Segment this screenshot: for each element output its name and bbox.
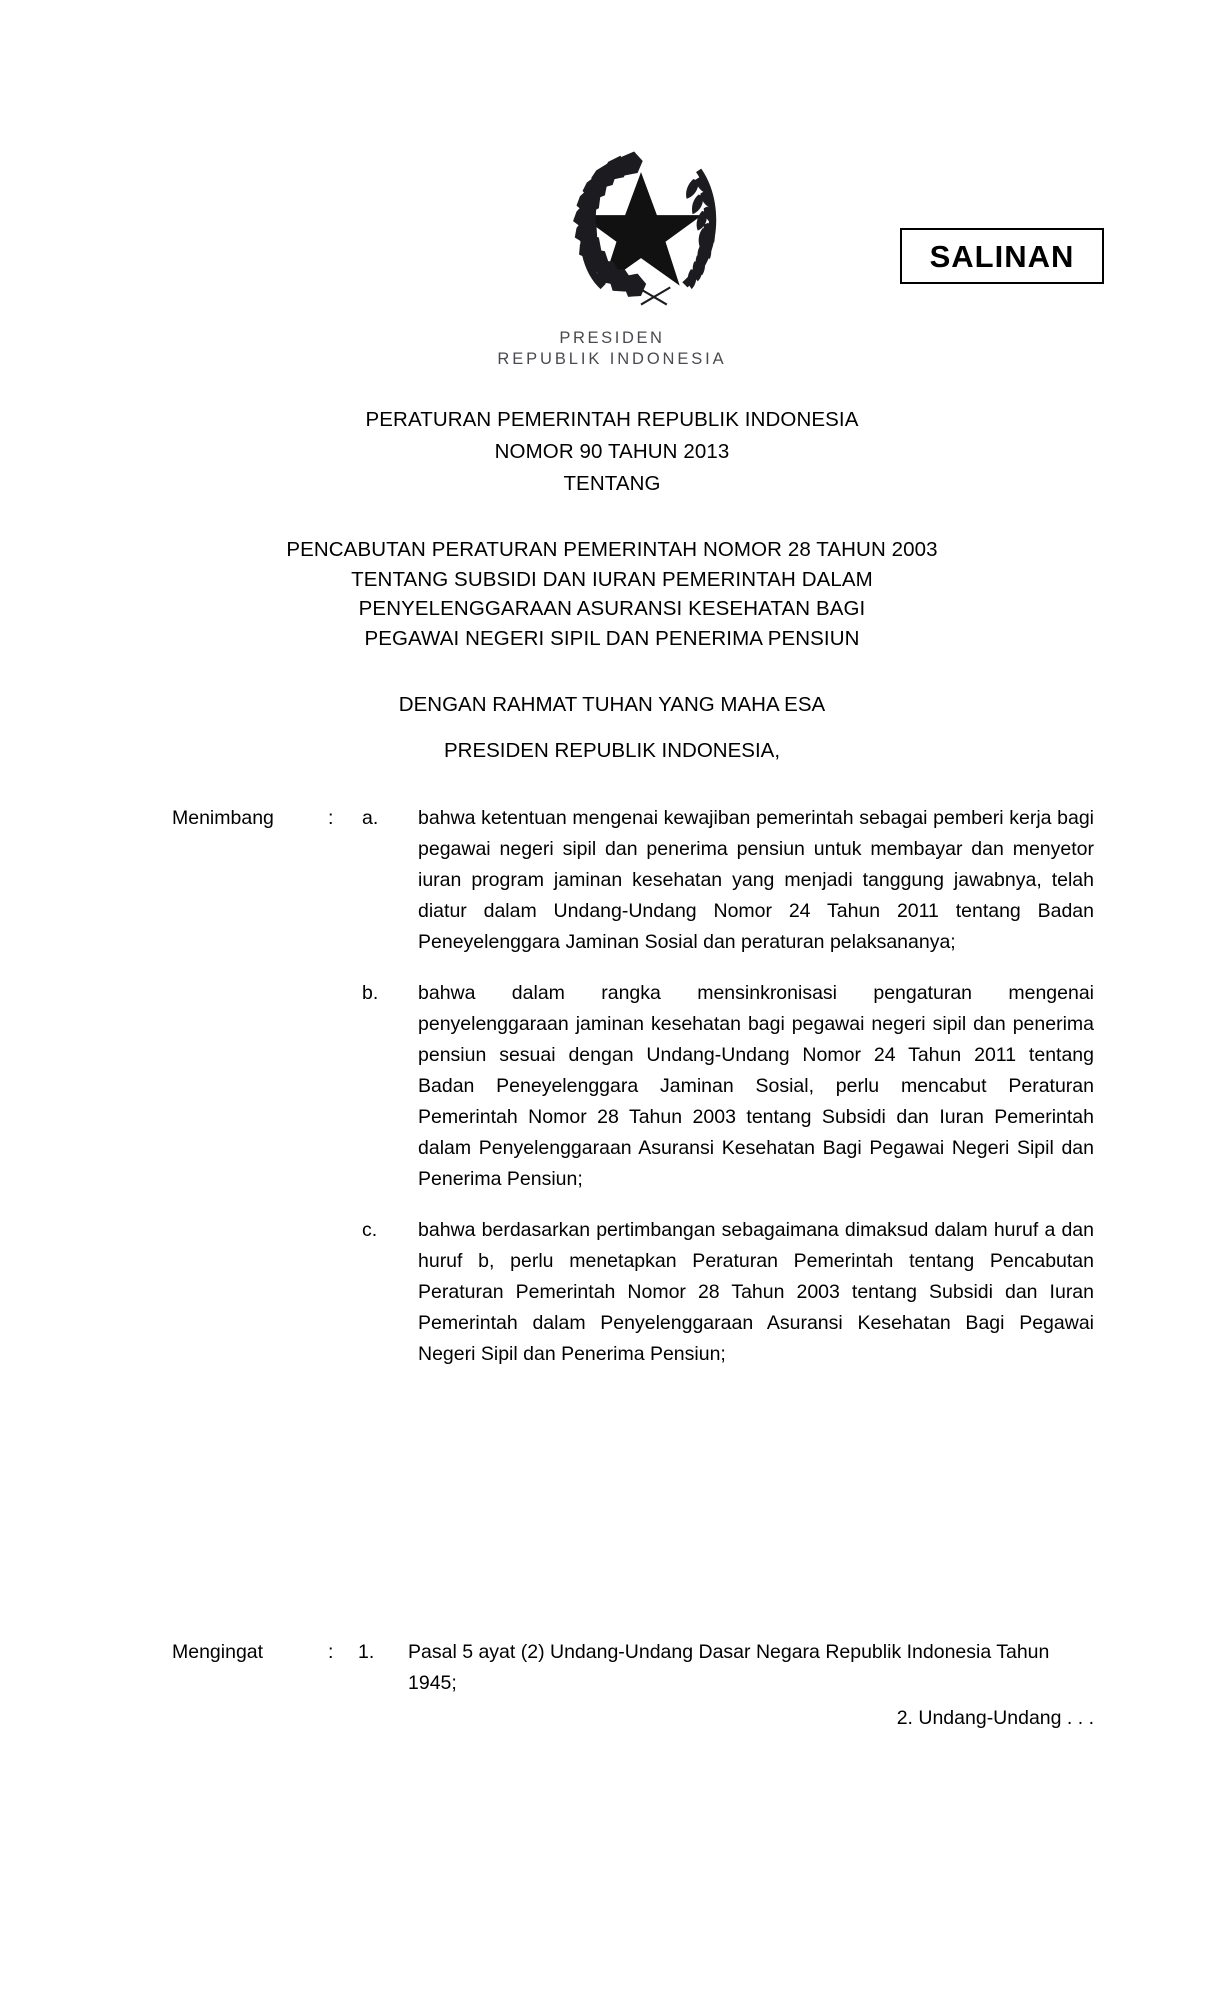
document-subtitle — [0, 535, 1224, 653]
menimbang-item-b — [0, 978, 1224, 1195]
document-title — [0, 404, 1224, 500]
mengingat-text-1: Pasal 5 ayat (2) Undang-Undang Dasar Negara Republik Indonesia Tahun 1945; — [408, 1641, 1050, 1694]
letterhead-caption — [0, 328, 1224, 370]
subtitle-line-2: TENTANG SUBSIDI DAN IURAN PEMERINTAH DALAM — [351, 567, 873, 591]
menimbang-text-a: bahwa ketentuan mengenai kewajiban pemerintah sebagai pemberi kerja bagi pegawai negeri sipil dan penerima pensiun untuk membayar dan menyetor iuran program jaminan kesehatan yang menjadi tanggung jawabnya, telah diatur dalam Undang-Undang Nomor 24 Tahun 2011 tentang Badan Peneyelenggara Jaminan Sosial dan peraturan pelaksananya; — [418, 807, 1094, 953]
menimbang-text-b: bahwa dalam rangka mensinkronisasi pengaturan mengenai penyelenggaraan jaminan kesehatan bagi pegawai negeri sipil dan penerima pensiun sesuai dengan Undang-Undang Nomor 24 Tahun 2011 tentang Badan Peneyelenggara Jaminan Sosial, perlu mencabut Peraturan Pemerintah Nomor 28 Tahun 2003 tentang Subsidi dan Iuran Pemerintah dalam Penyelenggaraan Asuransi Kesehatan Bagi Pegawai Negeri Sipil dan Penerima Pensiun; — [418, 982, 1094, 1190]
title-line-nomor: NOMOR 90 TAHUN 2013 — [494, 440, 730, 463]
menimbang-item-c — [0, 1215, 1224, 1370]
menimbang-marker-c: c. — [362, 1219, 378, 1241]
mengingat-item-1 — [0, 1637, 1224, 1699]
menimbang-marker-a: a. — [362, 807, 379, 829]
title-line-tentang: TENTANG — [563, 472, 661, 495]
menimbang-label: Menimbang — [172, 807, 274, 829]
garuda-star-wreath-emblem — [553, 136, 729, 308]
letterhead-line-presiden: PRESIDEN — [559, 329, 665, 347]
subtitle-line-3: PENYELENGGARAAN ASURANSI KESEHATAN BAGI — [358, 597, 866, 620]
mengingat-section — [0, 1637, 1224, 1699]
menimbang-colon: : — [328, 807, 334, 829]
mengingat-colon: : — [328, 1641, 334, 1663]
invocation-presiden-ri: PRESIDEN REPUBLIK INDONESIA, — [443, 739, 781, 762]
salinan-stamp — [900, 228, 1104, 284]
menimbang-section — [0, 803, 1224, 1370]
menimbang-item-a — [0, 803, 1224, 958]
invocation-dengan-rahmat: DENGAN RAHMAT TUHAN YANG MAHA ESA — [398, 693, 826, 716]
subtitle-line-4: PEGAWAI NEGERI SIPIL DAN PENERIMA PENSIUN — [364, 626, 860, 650]
letterhead-line-republik-indonesia: REPUBLIK INDONESIA — [497, 350, 727, 368]
invocation-block — [0, 690, 1224, 765]
page-continuation-marker: 2. Undang-Undang . . . — [896, 1707, 1094, 1729]
mengingat-marker-1: 1. — [358, 1641, 375, 1663]
menimbang-marker-b: b. — [362, 982, 379, 1004]
menimbang-text-c: bahwa berdasarkan pertimbangan sebagaimana dimaksud dalam huruf a dan huruf b, perlu menetapkan Peraturan Pemerintah tentang Pencabutan Peraturan Pemerintah Nomor 28 Tahun 2003 tentang Subsidi dan Iuran Pemerintah dalam Penyelenggaraan Asuransi Kesehatan Bagi Pegawai Negeri Sipil dan Penerima Pensiun; — [418, 1219, 1094, 1365]
mengingat-label: Mengingat — [172, 1641, 264, 1663]
salinan-stamp-label: SALINAN — [929, 238, 1075, 274]
title-line-1: PERATURAN PEMERINTAH REPUBLIK INDONESIA — [365, 408, 859, 431]
subtitle-line-1: PENCABUTAN PERATURAN PEMERINTAH NOMOR 28 TAHUN 2003 — [286, 538, 938, 561]
